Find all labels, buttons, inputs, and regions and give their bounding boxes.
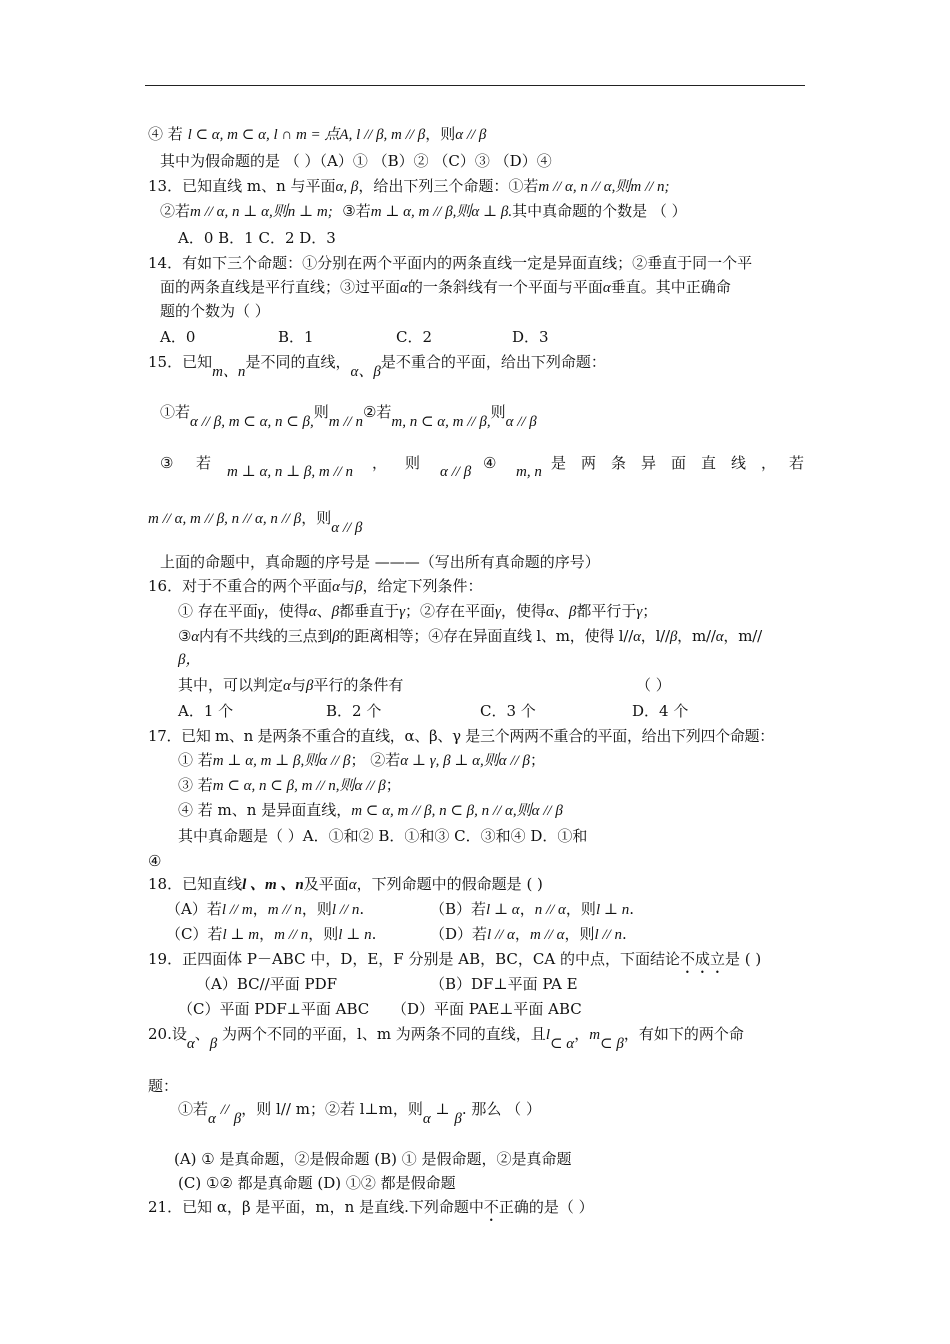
q19-option-c: （C）平面 PDF⊥平面 ABC bbox=[178, 1000, 370, 1018]
q15-prop-4-line-2: m // α, m // β, n // α, n // β，则α // β bbox=[148, 509, 363, 536]
q15-ask: 上面的命题中，真命题的序号是 ———（写出所有真命题的序号） bbox=[160, 553, 600, 571]
q15-prop-4-label: ④ bbox=[483, 454, 497, 472]
q15-line-1: 15．已知m、n是不同的直线，α、β是不重合的平面，给出下列命题： bbox=[148, 353, 606, 380]
q16-line-4: β， bbox=[178, 652, 201, 668]
q16-option-d: D．4 个 bbox=[632, 702, 689, 720]
q17-line-5: 其中真命题是（ ）A．①和② B．①和③ C．③和④ D．①和 bbox=[178, 827, 588, 845]
q15-prop-4-mn: m, n bbox=[516, 464, 542, 480]
q14-option-b: B．1 bbox=[278, 328, 314, 346]
q14-option-c: C．2 bbox=[396, 328, 433, 346]
header-rule bbox=[145, 85, 805, 86]
q17-line-4: ④ 若 m、n 是异面直线，m ⊂ α, m // β, n ⊂ β, n // α,则α // β bbox=[178, 801, 563, 819]
q17-line-3: ③ 若m ⊂ α, n ⊂ β, m // n,则α // β； bbox=[178, 776, 401, 794]
q15-prop-4-word-6: 直 bbox=[701, 454, 717, 472]
q17-line-6: ④ bbox=[148, 852, 162, 870]
q19-option-b: （B）DF⊥平面 PA E bbox=[430, 975, 578, 993]
q20-line-2: 题： bbox=[148, 1077, 179, 1095]
q20-line-3: ①若α // β，则 l// m；②若 l⊥m，则α ⊥ β. 那么 （ ） bbox=[178, 1100, 541, 1127]
q16-line-2: ① 存在平面γ，使得α、β都垂直于γ；②存在平面γ，使得α、β都平行于γ； bbox=[178, 602, 658, 620]
q15-prop-4-if: 若 bbox=[789, 454, 805, 472]
q18-option-a: （A）若l // m，m // n，则l // n. bbox=[166, 900, 365, 918]
q14-option-a: A．0 bbox=[160, 328, 196, 346]
q16-line-5: 其中，可以判定α与β平行的条件有 bbox=[178, 676, 404, 694]
q13-line-1: 13．已知直线 m、n 与平面α, β，给出下列三个命题：①若m // α, n // α,则m // n; bbox=[148, 177, 670, 195]
q16-answer-bracket: （ ） bbox=[636, 676, 671, 694]
q15-prop-3-then: 则 bbox=[405, 454, 421, 472]
q18-option-d: （D）若l // α，m // α，则l // n. bbox=[430, 925, 627, 943]
q15-prop-1: ①若α // β, m ⊂ α, n ⊂ β,则m // n②若m, n ⊂ α, m // β,则α // β bbox=[160, 403, 537, 430]
q15-prop-3-concl: α // β bbox=[440, 464, 472, 480]
q13-line-2: ②若m // α, n ⊥ α,则n ⊥ m; ③若m ⊥ α, m // β,则α ⊥ β.其中真命题的个数是 （ ） bbox=[160, 202, 687, 220]
q18-option-c: （C）若l ⊥ m，m // n，则l ⊥ n. bbox=[166, 925, 377, 943]
q17-line-1: 17．已知 m、n 是两条不重合的直线，α、β、γ 是三个两两不重合的平面，给出下列四个命题： bbox=[148, 727, 774, 745]
q15-prop-4-word-3: 条 bbox=[611, 454, 627, 472]
q13-options: A．0 B．1 C．2 D．3 bbox=[178, 229, 336, 247]
q18-line-1: 18．已知直线l 、m 、n及平面α，下列命题中的假命题是 ( ) bbox=[148, 875, 543, 893]
q16-line-1: 16．对于不重合的两个平面α与β，给定下列条件： bbox=[148, 577, 483, 595]
q20-line-1: 20.设α、β 为两个不同的平面，l、m 为两条不同的直线，且l⊂ α，m⊂ β，有如下的两个命 bbox=[148, 1025, 744, 1052]
q15-prop-4-word-4: 异 bbox=[641, 454, 657, 472]
q15-prop-3-expr: m ⊥ α, n ⊥ β, m // n bbox=[227, 464, 354, 480]
q16-line-3: ③α内有不共线的三点到β的距离相等；④存在异面直线 l、m，使得 l//α，l//β，m//α，m// bbox=[178, 627, 762, 645]
q14-line-2: 面的两条直线是平行直线；③过平面α的一条斜线有一个平面与平面α垂直。其中正确命 bbox=[160, 278, 731, 296]
q15-prop-4-comma: ， bbox=[761, 454, 777, 472]
q17-line-2: ① 若m ⊥ α, m ⊥ β,则α // β； ②若α ⊥ γ, β ⊥ α,则α // β； bbox=[178, 751, 546, 769]
q18-option-b: （B）若l ⊥ α，n // α，则l ⊥ n. bbox=[430, 900, 634, 918]
q15-prop-3-if: 若 bbox=[196, 454, 212, 472]
q16-option-a: A．1 个 bbox=[178, 702, 234, 720]
q14-option-d: D．3 bbox=[512, 328, 549, 346]
q16-option-c: C．3 个 bbox=[480, 702, 536, 720]
q15-prop-3-label: ③ bbox=[160, 454, 174, 472]
q15-prop-4-word-2: 两 bbox=[581, 454, 597, 472]
q19-option-d: （D）平面 PAE⊥平面 ABC bbox=[392, 1000, 582, 1018]
q19-option-a: （A）BC//平面 PDF bbox=[196, 975, 338, 993]
q15-prop-4-word-5: 面 bbox=[671, 454, 687, 472]
q15-prop-3-comma: ， bbox=[372, 454, 388, 472]
prev-question: 其中为假命题的是 （ ）（A）① （B）② （C）③ （D）④ bbox=[160, 152, 552, 170]
q16-option-b: B．2 个 bbox=[326, 702, 382, 720]
q20-options-ab: (A) ① 是真命题，②是假命题 (B) ① 是假命题，②是真命题 bbox=[174, 1150, 572, 1168]
q14-line-1: 14．有如下三个命题：①分别在两个平面内的两条直线一定是异面直线；②垂直于同一个平 bbox=[148, 254, 753, 272]
q15-prop-4-word-1: 是 bbox=[551, 454, 567, 472]
q21-line-1: 21．已知 α，β 是平面，m，n 是直线.下列命题中不正确的是（ ） bbox=[148, 1198, 594, 1216]
q14-line-3: 题的个数为（ ） bbox=[160, 302, 270, 320]
q19-line-1: 19．正四面体 P－ABC 中，D，E，F 分别是 AB，BC，CA 的中点，下面结论不成立是 ( ) bbox=[148, 950, 762, 968]
q15-prop-4-word-7: 线 bbox=[731, 454, 747, 472]
prev-item-4: ④ 若 l ⊂ α, m ⊂ α, l ∩ m = 点A, l // β, m // β，则α // β bbox=[148, 125, 487, 143]
q20-options-cd: (C) ①② 都是真命题 (D) ①② 都是假命题 bbox=[178, 1174, 456, 1192]
